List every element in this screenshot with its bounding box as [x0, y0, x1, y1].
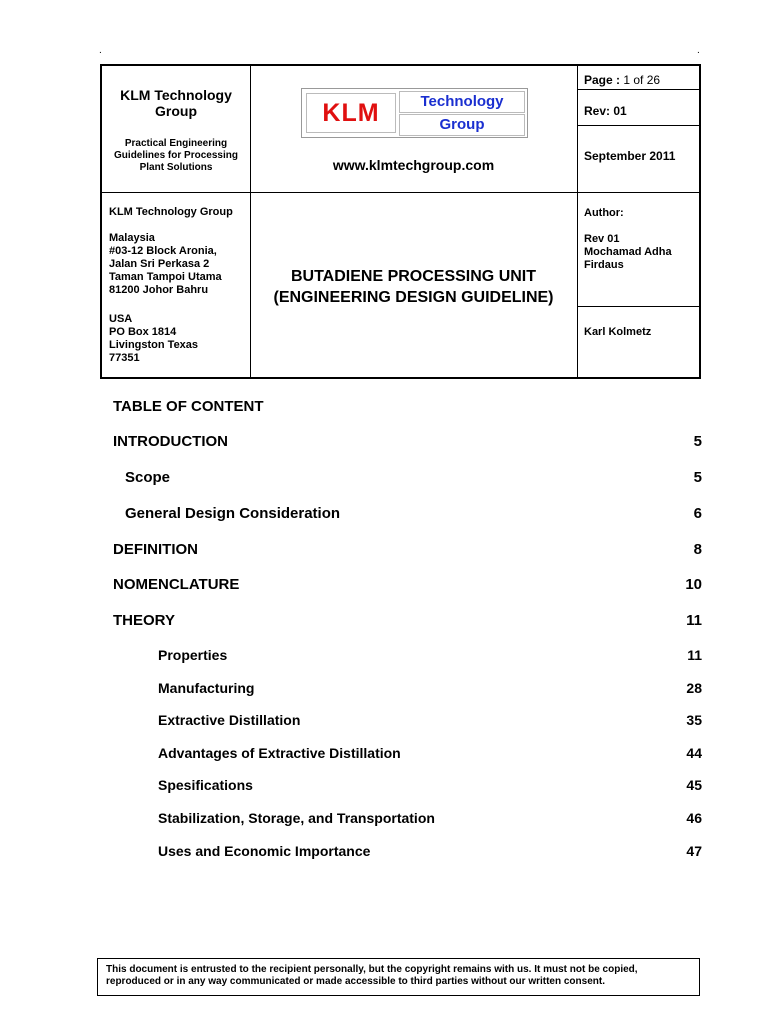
toc-entry[interactable]: Extractive Distillation — [158, 712, 301, 728]
divider — [577, 89, 699, 90]
company-tagline: Practical Engineering Guidelines for Processing Plant Solutions — [114, 138, 238, 173]
checker-name: Karl Kolmetz — [584, 326, 652, 338]
toc-page-number: 28 — [686, 680, 702, 696]
address-line: Malaysia — [109, 232, 155, 244]
toc-page-number: 46 — [686, 810, 702, 826]
author-line: Rev 01 — [584, 233, 620, 245]
page-label: Page : — [584, 73, 621, 87]
toc-entry[interactable]: Stabilization, Storage, and Transportation — [158, 810, 435, 826]
author-details — [584, 233, 672, 272]
toc-entry[interactable]: General Design Consideration — [125, 505, 341, 522]
revision: Rev: 01 — [584, 104, 627, 118]
toc-entry[interactable]: Spesifications — [158, 777, 253, 793]
address-line: 81200 Johor Bahru — [109, 284, 209, 296]
toc-page-number: 44 — [686, 745, 702, 761]
document-date: September 2011 — [584, 149, 676, 163]
document-title — [250, 266, 577, 308]
title-line: (ENGINEERING DESIGN GUIDELINE) — [273, 289, 554, 306]
toc-entry[interactable]: THEORY — [113, 612, 175, 629]
toc-entry[interactable]: DEFINITION — [113, 541, 198, 558]
toc-page-number: 11 — [687, 647, 702, 663]
corner-mark: . — [697, 45, 700, 56]
toc-entry[interactable]: NOMENCLATURE — [113, 576, 240, 593]
toc-page-number: 5 — [693, 469, 702, 486]
copyright-notice: This document is entrusted to the recipient personally, but the copyright remains with us. It must not be copied, reproduced or in any way communicated or made accessible to third parties without our written consent. — [97, 958, 700, 996]
document-header-table — [100, 64, 701, 379]
page-indicator — [584, 73, 660, 87]
company-name: KLM Technology Group — [120, 87, 232, 119]
logo-technology-text: Technology — [399, 91, 525, 113]
address-line: PO Box 1814 — [109, 326, 177, 338]
address-usa — [109, 313, 198, 365]
toc-page-number: 47 — [686, 843, 702, 859]
divider — [577, 125, 699, 126]
page-value: 1 of 26 — [623, 73, 661, 87]
logo-klm-text: KLM — [306, 93, 396, 133]
toc-page-number: 11 — [686, 612, 702, 629]
title-line: BUTADIENE PROCESSING UNIT — [290, 268, 537, 285]
logo-group-text: Group — [399, 114, 525, 136]
address-line: USA — [109, 313, 133, 325]
address-line: 77351 — [109, 352, 140, 364]
toc-entry[interactable]: Uses and Economic Importance — [158, 843, 371, 859]
klm-logo — [301, 88, 528, 138]
toc-page-number: 6 — [693, 505, 702, 522]
address-line: Livingston Texas — [109, 339, 199, 351]
address-company: KLM Technology Group — [109, 206, 233, 218]
author-line: Mochamad Adha — [584, 246, 672, 258]
divider — [577, 306, 699, 307]
author-line: Firdaus — [584, 259, 624, 271]
toc-entry[interactable]: INTRODUCTION — [113, 433, 228, 450]
divider — [250, 66, 251, 377]
toc-entry[interactable]: Properties — [158, 647, 228, 663]
toc-page-number: 8 — [693, 541, 702, 558]
divider — [102, 192, 699, 193]
address-malaysia — [109, 232, 222, 297]
address-line: Jalan Sri Perkasa 2 — [109, 258, 210, 270]
address-line: Taman Tampoi Utama — [109, 271, 222, 283]
toc-page-number: 35 — [686, 712, 702, 728]
toc-page-number: 45 — [686, 777, 702, 793]
divider — [577, 66, 578, 377]
toc-entry[interactable]: Scope — [125, 469, 171, 486]
toc-page-number: 5 — [693, 433, 702, 450]
toc-heading: TABLE OF CONTENT — [113, 398, 264, 415]
address-line: #03-12 Block Aronia, — [109, 245, 217, 257]
toc-entry[interactable]: Manufacturing — [158, 680, 255, 696]
toc-entry[interactable]: Advantages of Extractive Distillation — [158, 745, 401, 761]
website-link[interactable]: www.klmtechgroup.com — [332, 157, 495, 173]
author-label: Author: — [584, 207, 624, 219]
corner-mark: . — [99, 45, 102, 56]
toc-page-number: 10 — [685, 576, 702, 593]
